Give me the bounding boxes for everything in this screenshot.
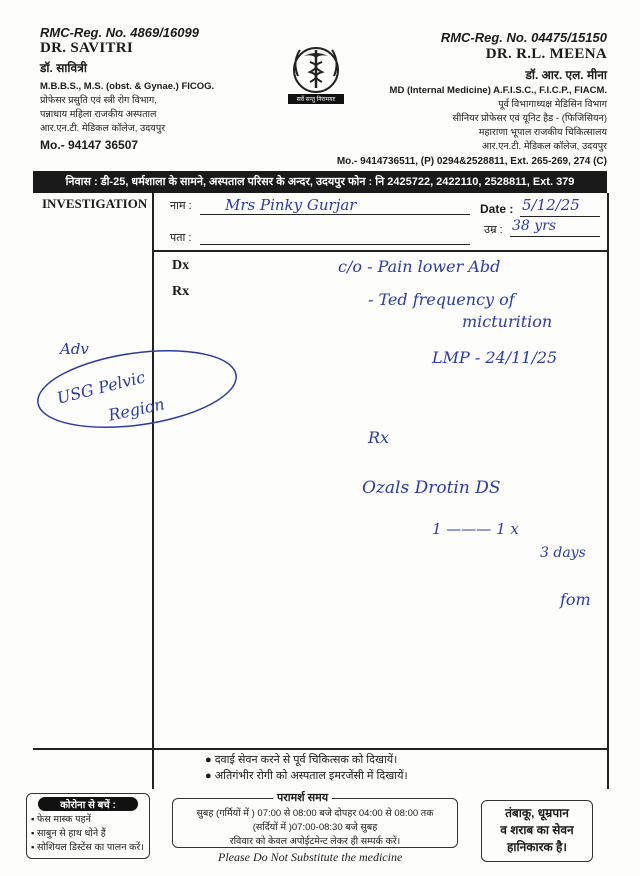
timing-title: परामर्श समय bbox=[273, 790, 332, 805]
hw-left-note-2: USG Pelvic bbox=[55, 367, 148, 408]
right-reg-number: RMC-Reg. No. 04475/15150 bbox=[440, 30, 607, 45]
age-line bbox=[510, 236, 600, 237]
right-border bbox=[607, 193, 609, 789]
corona-item-2: ▪ साबुन से हाथ धोने हैं bbox=[31, 828, 106, 839]
footer-note-1: ● दवाई सेवन करने से पूर्व चिकित्सक को दिखायें। bbox=[205, 754, 398, 766]
hw-complaint-3: micturition bbox=[462, 312, 553, 331]
rx-label: Rx bbox=[172, 284, 190, 299]
hw-left-note-1: Adv bbox=[60, 340, 89, 358]
corona-item-1: ▪ फेस मास्क पहनें bbox=[31, 814, 91, 825]
vertical-divider bbox=[152, 193, 154, 789]
hw-left-note-3: Region bbox=[106, 394, 167, 425]
right-doctor-name: DR. R.L. MEENA bbox=[485, 46, 607, 62]
address-line bbox=[200, 244, 470, 245]
left-doctor-name-hindi: डॉ. सावित्री bbox=[40, 61, 87, 75]
logo-text: सर्वे सन्तु निरामयाः bbox=[296, 97, 336, 103]
address-label: पता : bbox=[170, 232, 192, 244]
hw-patient-name: Mrs Pinky Gurjar bbox=[225, 196, 357, 214]
tobacco-line-1: तंबाकू, धूम्रपान bbox=[505, 806, 569, 820]
right-line-3: महाराणा भूपाल राजकीय चिकित्सालय bbox=[478, 127, 607, 138]
right-line-2: सीनियर प्रोफेसर एवं यूनिट हैड - (फिजिसियन) bbox=[452, 113, 607, 124]
left-doctor-name: DR. SAVITRI bbox=[40, 40, 134, 56]
right-line-1: पूर्व विभागाध्यक्ष मेडिसिन विभाग bbox=[498, 99, 607, 110]
age-label: उम्र : bbox=[484, 224, 503, 236]
left-mobile: Mo.- 94147 36507 bbox=[40, 138, 139, 152]
timing-line-1: सुबह (गर्मियों में ) 07:00 से 08:00 बजे दोपहर 04:00 से 08:00 तक bbox=[196, 808, 434, 819]
footer-divider bbox=[33, 748, 607, 750]
right-doctor-name-hindi: डॉ. आर. एल. मीना bbox=[525, 68, 607, 82]
left-line-1: प्रोफेसर प्रसुति एवं स्त्री रोग विभाग, bbox=[40, 95, 157, 106]
name-line bbox=[200, 214, 470, 215]
footer-note-1-text: दवाई सेवन करने से पूर्व चिकित्सक को दिखायें। bbox=[214, 754, 398, 766]
substitute-note: Please Do Not Substitute the medicine bbox=[218, 850, 403, 864]
left-line-2: पन्नाधाय महिला राजकीय अस्पताल bbox=[40, 109, 157, 120]
investigation-label: INVESTIGATION bbox=[42, 196, 148, 211]
timing-line-2: (सर्दियों में )07:00-08:30 बजे सुबह bbox=[252, 822, 378, 833]
left-line-3: आर.एन.टी. मेडिकल कॉलेज, उदयपुर bbox=[40, 123, 166, 134]
hw-duration: 3 days bbox=[540, 545, 586, 561]
dx-label: Dx bbox=[172, 258, 190, 273]
footer-note-2: ● अतिगंभीर रोगी को अस्पताल इमरजेंसी में दिखायें। bbox=[205, 770, 408, 782]
corona-item-3: ▪ सोशियल डिस्टेंस का पालन करें। bbox=[31, 842, 144, 853]
hw-age: 38 yrs bbox=[512, 218, 557, 234]
corona-item-2-text: साबुन से हाथ धोने हैं bbox=[37, 828, 106, 839]
corona-title: कोरोना से बचें : bbox=[38, 797, 138, 811]
corona-item-3-text: सोशियल डिस्टेंस का पालन करें। bbox=[37, 842, 144, 853]
timing-line-3: रविवार को केवल अपोईटमेन्ट लेकर ही सम्पर्क करें। bbox=[229, 836, 401, 847]
address-strip: निवास : डी-25, धर्मशाला के सामने, अस्पताल परिसर के अन्दर, उदयपुर फोन : नि 2425722, 2422110, 2528811, Ext. 379 bbox=[33, 171, 607, 193]
timing-box bbox=[172, 792, 458, 848]
right-line-4: आर.एन.टी. मेडिकल कॉलेज, उदयपुर bbox=[481, 141, 607, 152]
left-qualification: M.B.B.S., M.S. (obst. & Gynae.) FICOG. bbox=[40, 81, 215, 92]
tobacco-line-3: हानिकारक है। bbox=[507, 840, 567, 854]
date-label: Date : bbox=[480, 202, 514, 216]
right-qualification: MD (Internal Medicine) A.F.I.S.C., F.I.C.P., FIACM. bbox=[389, 85, 607, 96]
right-mobile: Mo.- 9414736511, (P) 0294&2528811, Ext. 265-269, 274 (C) bbox=[336, 156, 607, 167]
header-divider bbox=[152, 250, 607, 252]
hw-lmp: LMP - 24/11/25 bbox=[432, 348, 558, 367]
corona-item-1-text: फेस मास्क पहनें bbox=[37, 814, 91, 825]
hw-date: 5/12/25 bbox=[522, 196, 580, 214]
hw-complaint-2: - Ted frequency of bbox=[368, 290, 515, 309]
hw-rx-symbol: Rx bbox=[368, 428, 390, 447]
tobacco-box bbox=[481, 800, 593, 862]
corona-box bbox=[26, 793, 150, 859]
hw-signature: fom bbox=[560, 590, 591, 609]
hw-complaint-1: c/o - Pain lower Abd bbox=[338, 257, 501, 276]
hw-medicine: Ozals Drotin DS bbox=[362, 478, 501, 498]
left-reg-number: RMC-Reg. No. 4869/16099 bbox=[40, 25, 199, 40]
caduceus-logo bbox=[278, 40, 354, 110]
date-line bbox=[520, 216, 600, 217]
footer-note-2-text: अतिगंभीर रोगी को अस्पताल इमरजेंसी में दिखायें। bbox=[214, 770, 408, 782]
name-label: नाम : bbox=[170, 200, 192, 212]
hw-dose: 1 ——— 1 x bbox=[432, 520, 519, 538]
tobacco-line-2: व शराब का सेवन bbox=[500, 823, 574, 837]
